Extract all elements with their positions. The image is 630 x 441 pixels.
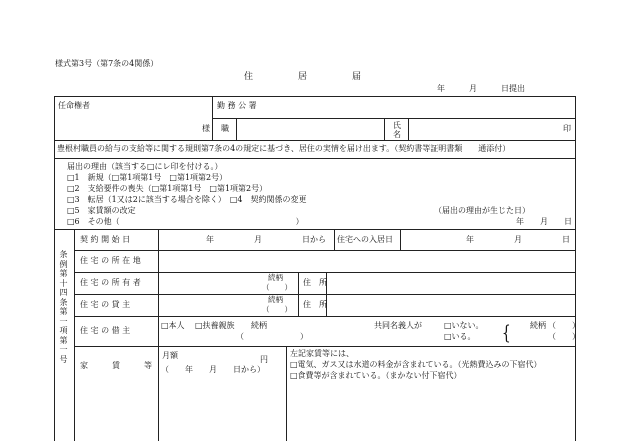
yen-label: 円 — [260, 355, 268, 364]
rent-note-meals[interactable]: □食費等が含まれている。（まかない付下宿代） — [290, 371, 462, 380]
form-title: 住 居 届 — [244, 72, 362, 82]
ordinance-side-label: 条例第十四条第一項第一号 — [59, 250, 68, 364]
owner-label: 住 宅 の 所 有 者 — [80, 278, 141, 287]
borrower-self-checkbox[interactable]: □本人 — [161, 321, 185, 330]
owner-relation-label: 続柄 — [268, 273, 283, 282]
movein-value: 年 月 日 — [466, 235, 570, 244]
borrower-relation-label: 続柄 — [251, 321, 267, 330]
reason-6[interactable]: □6 その他（ ） — [67, 217, 304, 226]
name-seal: 印 — [563, 124, 571, 133]
lender-relation-label: 続柄 — [268, 295, 283, 304]
monthly-label: 月額 — [162, 351, 178, 360]
reason-date-label: （届出の理由が生じた日） — [434, 206, 530, 215]
submission-date: 年 月 日提出 — [437, 84, 525, 93]
contract-start-value: 年 月 日から — [206, 235, 326, 244]
workplace-label: 勤 務 公 署 — [217, 101, 257, 110]
reason-1[interactable]: □1 新規（□第1項第1号 □第1項第2号） — [67, 173, 228, 182]
rent-label: 家 賃 等 — [80, 361, 152, 370]
movein-label: 住宅への入居日 — [337, 235, 393, 244]
borrower-dependent-checkbox[interactable]: □扶養親族 — [195, 321, 235, 330]
lender-address-label: 住 所 — [303, 300, 327, 309]
reason-date: 年 月 日 — [516, 217, 572, 226]
address-label: 住 宅 の 所 在 地 — [80, 256, 141, 265]
owner-address-label: 住 所 — [303, 278, 327, 287]
rent-note-heading: 左記家賃等には、 — [290, 349, 354, 358]
reason-heading: 届出の理由（該当する□にレ印を付ける。） — [67, 162, 223, 171]
position-label: 職 — [221, 124, 229, 133]
cosigner-yes-checkbox[interactable]: □いる。 — [444, 332, 476, 341]
reason-3-4[interactable]: □3 転居（1又は2に該当する場合を除く） □4 契約関係の変更 — [67, 195, 307, 204]
reason-5[interactable]: □5 家賃額の改定 — [67, 206, 136, 215]
appointer-label: 任命権者 — [58, 101, 90, 110]
form-number: 様式第3号（第7条の4関係） — [55, 59, 159, 68]
cosigner-relation-label: 続柄 — [530, 321, 546, 330]
declaration-text: 豊根村職員の給与の支給等に関する規則第7条の4の規定に基づき、居住の実情を届け出ます。（契約書等証明書類 通添付） — [57, 144, 511, 153]
borrower-label: 住 宅 の 借 主 — [80, 326, 131, 335]
appointer-seal: 様 — [202, 124, 210, 133]
borrower-relation-paren: （ ） — [236, 332, 308, 341]
reason-2[interactable]: □2 支給要件の喪失（□第1項第1号 □第1項第2号） — [67, 184, 268, 193]
cosigner-brace: { — [501, 320, 511, 344]
name-label: 氏名 — [393, 121, 401, 139]
lender-relation-paren: （ ） — [262, 305, 292, 314]
contract-start-label: 契 約 開 始 日 — [80, 235, 131, 244]
rent-note-utilities[interactable]: □電気、ガス又は水道の料金が含まれている。（光熱費込みの下宿代） — [290, 360, 542, 369]
rent-period: （ 年 月 日から） — [161, 365, 265, 374]
cosigner-relation-paren-1: （ ） — [548, 321, 580, 330]
lender-label: 住 宅 の 貸 主 — [80, 300, 131, 309]
cosigner-relation-paren-2: （ ） — [548, 332, 580, 341]
cosigner-label: 共同名義人が — [374, 321, 422, 330]
owner-relation-paren: （ ） — [262, 283, 292, 292]
cosigner-no-checkbox[interactable]: □いない。 — [444, 321, 484, 330]
